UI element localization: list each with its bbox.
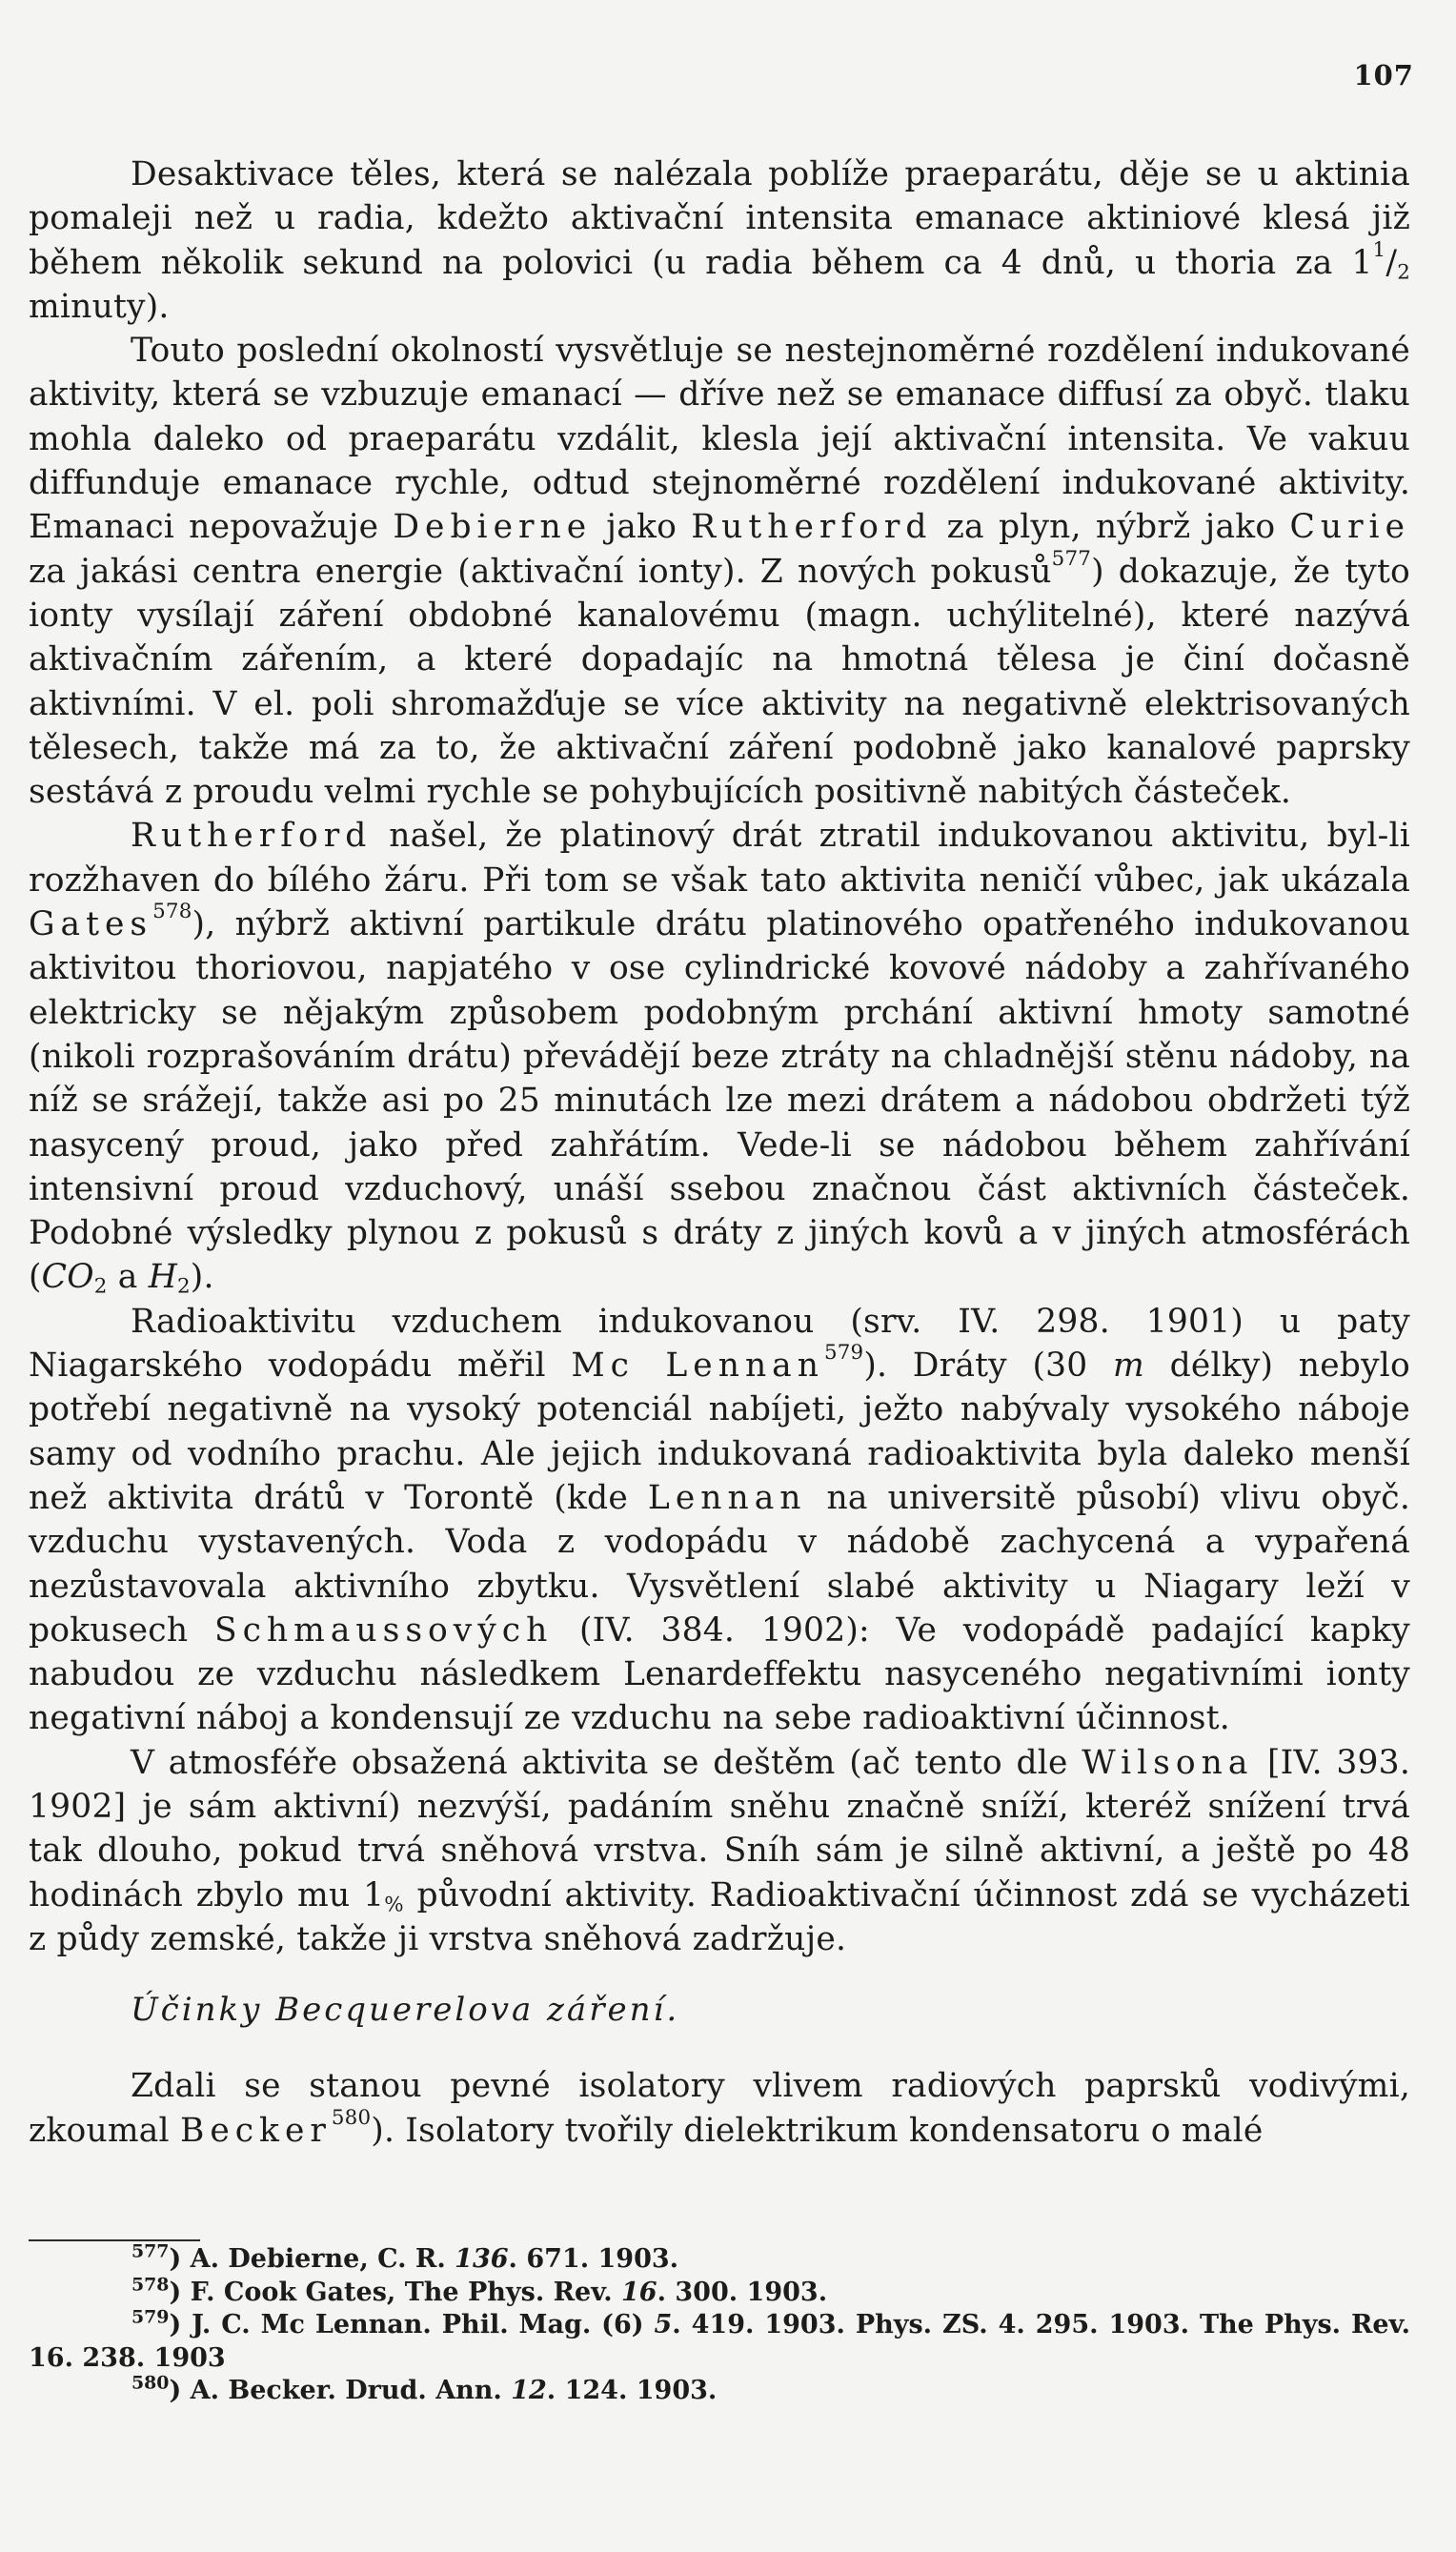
page-number: 107 bbox=[1353, 59, 1414, 91]
paragraph-desaktivace: Desaktivace těles, která se nalézala poblíže praeparátu, děje se u aktinia pomaleji než u radia, kdežto aktivační intensita emanace aktiniové klesá již během několik sekund na polovici (u radia během ca 4 dnů, u thoria za $1^1/_2$ minuty). bbox=[29, 155, 1410, 326]
author-mclennan: Mc Lennan bbox=[571, 1347, 824, 1386]
formula-co2: CO bbox=[41, 1258, 94, 1297]
author-gates: Gates bbox=[29, 905, 153, 944]
text-run: na universitě působí) vlivu obyč. vzduchu vystavených. Voda z vodopádu v nádobě zachycená a vypařená nezůstavovala aktivního zbytku. Vysvětlení slabé aktivity u Niagary leží v pokusech bbox=[29, 1478, 1410, 1650]
footnote-number: 577 bbox=[131, 2240, 170, 2262]
footnote-text: . 300. 1903. bbox=[657, 2277, 828, 2307]
author-curie: Curie bbox=[1289, 508, 1411, 547]
footnote-text: A. Becker. Drud. Ann. bbox=[190, 2376, 512, 2405]
fraction-denominator: 2 bbox=[1397, 259, 1410, 284]
subscript: 2 bbox=[93, 1274, 108, 1299]
footnote-578: $^{578}$) F. Cook Gates, The Phys. Rev. 16. 300. 1903. bbox=[131, 2274, 828, 2307]
paragraph-zdali bbox=[29, 2064, 1410, 2153]
text-run: Radioaktivitu vzduchem indukovanou (srv. IV. 298. 1901) u paty Niagarského vodopádu měřil bbox=[29, 1302, 1410, 1386]
footnote-text: J. C. Mc Lennan. Phil. Mag. (6) bbox=[192, 2310, 655, 2339]
text-run: ). Dráty (30 bbox=[863, 1347, 1114, 1386]
footnote-volume: 16 bbox=[621, 2277, 657, 2307]
section-heading: Účinky Becquerelova záření. bbox=[131, 1991, 680, 2030]
footnote-577: $^{577}$) A. Debierne, C. R. 136. 671. 1903. bbox=[131, 2240, 679, 2274]
text-run: ). Isolatory tvořily dielektrikum kondensatoru o malé bbox=[371, 2111, 1264, 2150]
footnote-text: . 124. 1903. bbox=[546, 2376, 718, 2405]
author-debierne: Debierne bbox=[393, 508, 593, 547]
text-run: ) dokazuje, že tyto ionty vysílají záření obdobné kanalovému (magn. uchýlitelné), které nazývá aktivačním zářením, a které dopadajíc na hmotná tělesa je činí dočasně aktivními. V el. poli shromažďuje se více aktivity na negativně elektrisovaných tělesech, takže má za to, že aktivační záření podobně jako kanalové paprsky sestává z proudu velmi rychle se pohybujících positivně nabitých částeček. bbox=[29, 552, 1410, 812]
footnote-579: $^{579}$) J. C. Mc Lennan. Phil. Mag. (6) 5. 419. 1903. Phys. ZS. 4. 295. 1903. The Phys. Rev. 16. 238. 1903 bbox=[29, 2306, 1410, 2373]
author-lennan: Lennan bbox=[647, 1478, 807, 1517]
fraction-numerator: 1 bbox=[1372, 237, 1386, 262]
unit-m: m bbox=[1113, 1347, 1144, 1386]
author-wilson: Wilsona bbox=[1082, 1743, 1254, 1782]
footnote-ref-578: 578 bbox=[152, 899, 192, 923]
text-run: našel, že platinový drát ztratil indukovanou aktivitu, byl-li rozžhaven do bílého žáru. Při tom se však tato aktivita neničí vůbec, jak ukázala bbox=[29, 817, 1410, 900]
text-run: Desaktivace těles, která se nalézala poblíže praeparátu, děje se u aktinia pomaleji než u radia, kdežto aktivační intensita emanace aktiniové klesá již během několik sekund na polovici (u radia během ca 4 dnů, u thoria za 1 bbox=[29, 155, 1410, 282]
text-run: ), nýbrž aktivní partikule drátu platinového opatřeného indukovanou aktivitou thoriovou, napjatého v ose cylindrické kovové nádoby a zahřívaného elektricky se nějakým způsobem podobným prchání aktivní hmoty samotné (nikoli rozprašováním drátu) převádějí beze ztráty na chladnější stěnu nádoby, na níž se srážejí, takže asi po 25 minutách lze mezi drátem a nádobou obdržeti týž nasycený proud, jako před zahřátím. Vede-li se nádobou během zahřívání intensivní proud vzduchový, unáší ssebou značnou část aktivních částeček. Podobné výsledky plynou z pokusů s dráty z jiných kovů a v jiných atmosférách ( bbox=[29, 905, 1410, 1297]
paragraph-rutherford bbox=[29, 814, 1410, 1299]
footnote-number: 580 bbox=[131, 2372, 170, 2394]
footnote-text: F. Cook Gates, The Phys. Rev. bbox=[190, 2277, 622, 2307]
text-run: Zdali se stanou pevné isolatory vlivem radiových paprsků vodivými, zkoumal bbox=[29, 2067, 1410, 2150]
footnote-number: 579 bbox=[131, 2306, 170, 2328]
text-run: Touto poslední okolností vysvětluje se nestejnoměrné rozdělení indukované aktivity, která se vzbuzuje emanací — dříve než se emanace diffusí za obyč. tlaku mohla daleko od praeparátu vzdálit, klesla její aktivační intensita. Ve vakuu diffunduje emanace rychle, odtud stejnoměrné rozdělení indukované aktivity. Emanaci nepovažuje bbox=[29, 332, 1410, 547]
footnote-volume: 12 bbox=[511, 2376, 547, 2405]
footnotes bbox=[29, 2240, 1410, 2408]
author-schmauss: Schmaussových bbox=[213, 1610, 554, 1650]
text-run: a bbox=[107, 1258, 149, 1297]
paragraph-radioaktivitu bbox=[29, 1300, 1410, 1741]
text-run: za plyn, nýbrž jako bbox=[932, 508, 1290, 547]
footnote-volume: 5 bbox=[654, 2310, 673, 2339]
main-text bbox=[29, 152, 1410, 2153]
text-run: ). bbox=[190, 1258, 214, 1297]
author-rutherford: Rutherford bbox=[691, 508, 933, 547]
text-run: délky) nebylo potřebí negativně na vysoký potenciál nabíjeti, ježto nabývaly vysokého náboje samy od vodního prachu. Ale jejich indukovaná radioaktivita byla daleko menší než aktivita drátů v Torontě (kde bbox=[29, 1347, 1410, 1517]
text-run: [IV. 393. 1902] je sám aktivní) nezvýší, padáním sněhu značně sníží, kteréž snížení trvá tak dlouho, pokud trvá sněhová vrstva. Sníh sám je silně aktivní, a ještě po 48 hodinách zbylo mu 1 bbox=[29, 1743, 1410, 1914]
footnote-number: 578 bbox=[131, 2274, 170, 2296]
author-rutherford: Rutherford bbox=[131, 817, 373, 856]
subscript: 2 bbox=[176, 1274, 191, 1299]
text-run: jako bbox=[592, 508, 692, 547]
text-run: V atmosféře obsažená aktivita se deštěm (ač tento dle bbox=[131, 1743, 1082, 1782]
text-run: původní aktivity. Radioaktivační účinnost zdá se vycházeti z půdy zemské, takže ji vrstva sněhová zadržuje. bbox=[29, 1875, 1410, 1958]
text-run: minuty). bbox=[29, 287, 170, 326]
footnote-divider bbox=[29, 2239, 200, 2241]
footnote-volume: 136 bbox=[455, 2244, 509, 2274]
footnote-ref-579: 579 bbox=[823, 1340, 864, 1365]
footnote-text: A. Debierne, C. R. bbox=[190, 2244, 455, 2274]
paragraph-touto bbox=[29, 329, 1410, 814]
footnote-580: $^{580}$) A. Becker. Drud. Ann. 12. 124. 1903. bbox=[131, 2372, 718, 2405]
author-becker: Becker bbox=[179, 2111, 332, 2150]
footnote-ref-577: 577 bbox=[1051, 546, 1092, 571]
text-run: (IV. 384. 1902): Ve vodopádě padající kapky nabudou ze vzduchu následkem Lenardeffektu nasyceného negativními ionty negativní náboj a kondensují ze vzduchu na sebe radioaktivní účinnost. bbox=[29, 1610, 1410, 1738]
footnote-ref-580: 580 bbox=[331, 2105, 372, 2130]
formula-h2: H bbox=[148, 1258, 177, 1297]
text-run: za jakási centra energie (aktivační ionty). Z nových pokusů bbox=[29, 552, 1052, 591]
footnote-text: . 419. 1903. Phys. ZS. 4. 295. 1903. The Phys. Rev. 16. 238. 1903 bbox=[29, 2310, 1410, 2373]
paragraph-atmosfera bbox=[29, 1741, 1410, 1961]
percent-sign: % bbox=[384, 1892, 404, 1916]
footnote-text: . 671. 1903. bbox=[508, 2244, 679, 2274]
